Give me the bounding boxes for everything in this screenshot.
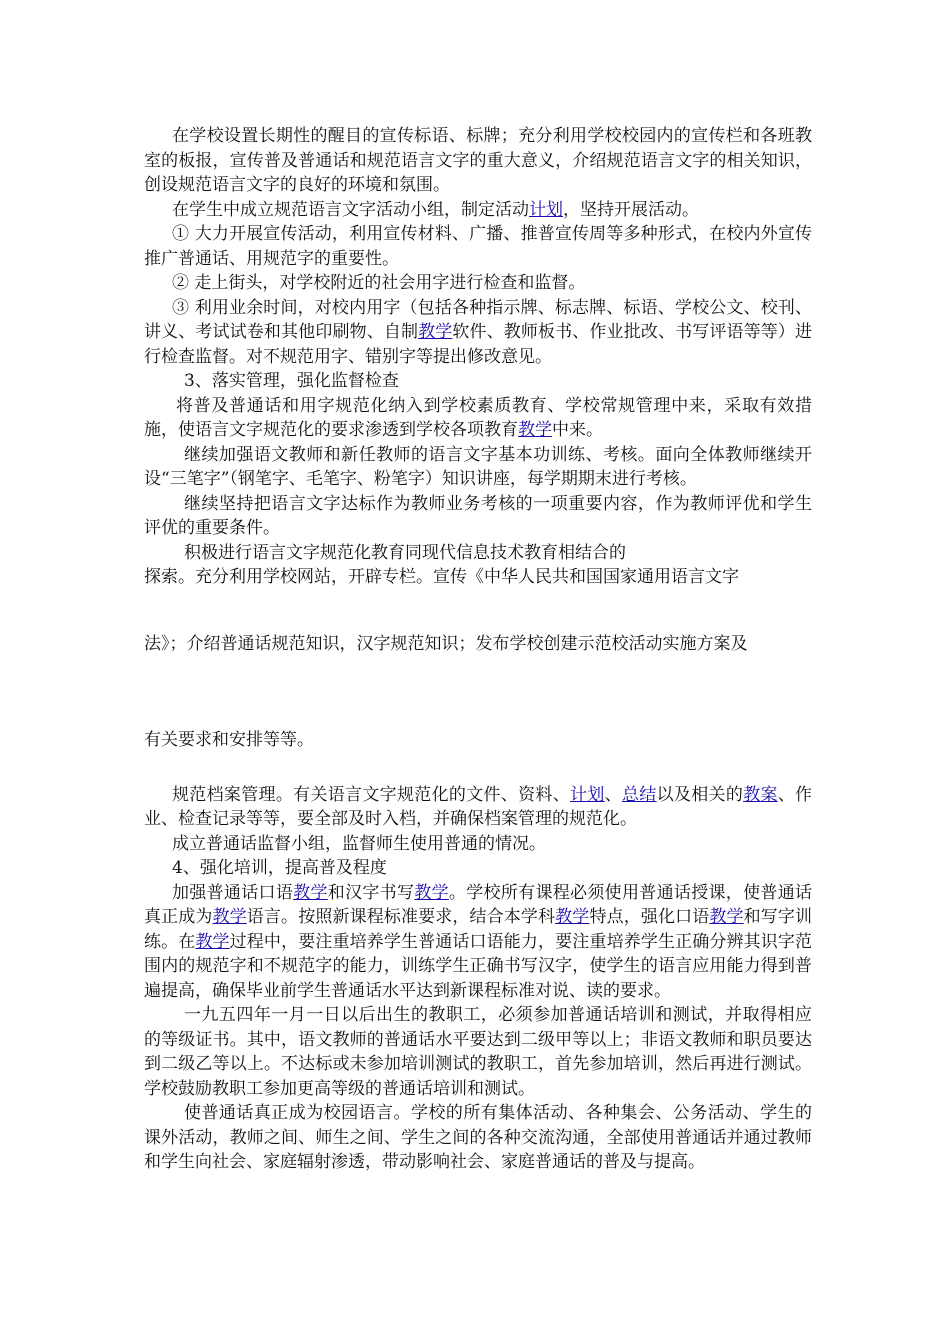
paragraph-it-integration-line4: 有关要求和安排等等。	[144, 730, 314, 750]
link-teaching[interactable]: 教学	[414, 882, 449, 903]
link-teaching[interactable]: 教学	[293, 882, 328, 903]
paragraph-item-3: ③ 利用业余时间，对校内用字（包括各种指示牌、标志牌、标语、学校公文、校刊、讲义、考试试卷和其他印刷物、自制教学软件、教师板书、作业批改、书写评语等等）进行检查监督。对不规范用字、错别字等提出修改意见。	[144, 297, 813, 367]
link-plan[interactable]: 计划	[529, 199, 563, 220]
paragraph-teacher-training: 继续加强语文教师和新任教师的语言文字基本功训练、考核。面向全体教师继续开设“三笔字”（钢笔字、毛笔字、粉笔字）知识讲座，每学期期末进行考核。	[144, 444, 812, 489]
link-teaching[interactable]: 教学	[555, 907, 590, 927]
paragraph-it-integration-line3: 法》；介绍普通话规范知识，汉字规范知识；发布学校创建示范校活动实施方案及	[144, 633, 748, 654]
document-body	[144, 124, 812, 1175]
paragraph-archives: 规范档案管理。有关语言文字规范化的文件、资料、计划、总结以及相关的教案、作业、检查记录等等，要全部及时入档，并确保档案管理的规范化。	[144, 784, 813, 829]
paragraph-supervision-group: 成立普通话监督小组，监督师生使用普通的情况。	[172, 833, 546, 854]
heading-section-3: 3、落实管理，强化监督检查	[184, 371, 399, 391]
link-lesson-plan[interactable]: 案	[760, 784, 778, 805]
paragraph-item-1: ① 大力开展宣传活动，利用宣传材料、广播、推普宣传周等多种形式，在校内外宣传推广普通话、用规范字的重要性。	[144, 224, 812, 269]
link-lesson-plan[interactable]: 教	[743, 784, 761, 805]
paragraph-item-2: ② 走上街头，对学校附近的社会用字进行检查和监督。	[172, 273, 586, 293]
paragraph-slogans: 在学校设置长期性的醒目的宣传标语、标牌；充分利用学校校园内的宣传栏和各班教室的板报，宣传普及普通话和规范语言文字的重大意义，介绍规范语言文字的相关知识，创设规范语言文字的良好的环境和氛围。	[144, 126, 812, 195]
link-teaching[interactable]: 教学	[418, 322, 453, 342]
spacer	[144, 656, 812, 698]
paragraph-management: 将普及普通话和用字规范化纳入到学校素质教育、学校常规管理中来，采取有效措施，使语言文字规范化的要求渗透到学校各项教育教学中来。	[144, 395, 812, 440]
paragraph-staff-testing: 一九五四年一月一日以后出生的教职工，必须参加普通话培训和测试，并取得相应的等级证书。其中，语文教师的普通话水平要达到二级甲等以上；非语文教师和职员要达到二级乙等以上。不达标或未参加培训测试的教职工，首先参加培训，然后再进行测试。学校鼓励教职工参加更高等级的普通话培训和测试。	[144, 1005, 812, 1099]
paragraph-campus-language: 使普通话真正成为校园语言。学校的所有集体活动、各种集会、公务活动、学生的课外活动，教师之间、师生之间、学生之间的各种交流沟通，全部使用普通话并通过教师和学生向社会、家庭辐射渗透，带动影响社会、家庭普通话的普及与提高。	[144, 1103, 812, 1172]
link-teaching[interactable]: 教学	[212, 907, 247, 927]
heading-section-4: 4、强化培训，提高普及程度	[172, 858, 387, 878]
paragraph-it-integration-start: 积极进行语言文字规范化教育同现代信息技术教育相结合的	[184, 542, 626, 563]
link-summary[interactable]: 总结	[621, 784, 657, 805]
link-teaching[interactable]: 教学	[195, 931, 230, 952]
paragraph-oral-training: 加强普通话口语教学和汉字书写教学。学校所有课程必须使用普通话授课，使普通话真正成为教学语言。按照新课程标准要求，结合本学科教学特点，强化口语教学和写字训练。在教学过程中，要注重培养学生普通话口语能力，要注重培养学生正确分辨其识字范围内的规范字和不规范字的能力，训练学生正确书写汉字，使学生的语言应用能力得到普遍提高，确保毕业前学生普通话水平达到新课程标准对说、读的要求。	[144, 882, 813, 1001]
paragraph-activity-group: 在学生中成立规范语言文字活动小组，制定活动计划，坚持开展活动。	[172, 199, 699, 220]
link-teaching[interactable]: 教学	[709, 907, 744, 927]
link-teaching[interactable]: 教学	[518, 420, 552, 440]
link-plan[interactable]: 计划	[570, 784, 605, 805]
paragraph-it-integration-line2: 探索。充分利用学校网站，开辟专栏。宣传《中华人民共和国国家通用语言文字	[144, 567, 739, 587]
paragraph-assessment: 继续坚持把语言文字达标作为教师业务考核的一项重要内容，作为教师评优和学生评优的重要条件。	[144, 493, 812, 538]
spacer	[144, 753, 812, 783]
spacer	[144, 590, 812, 632]
spacer	[144, 698, 812, 728]
